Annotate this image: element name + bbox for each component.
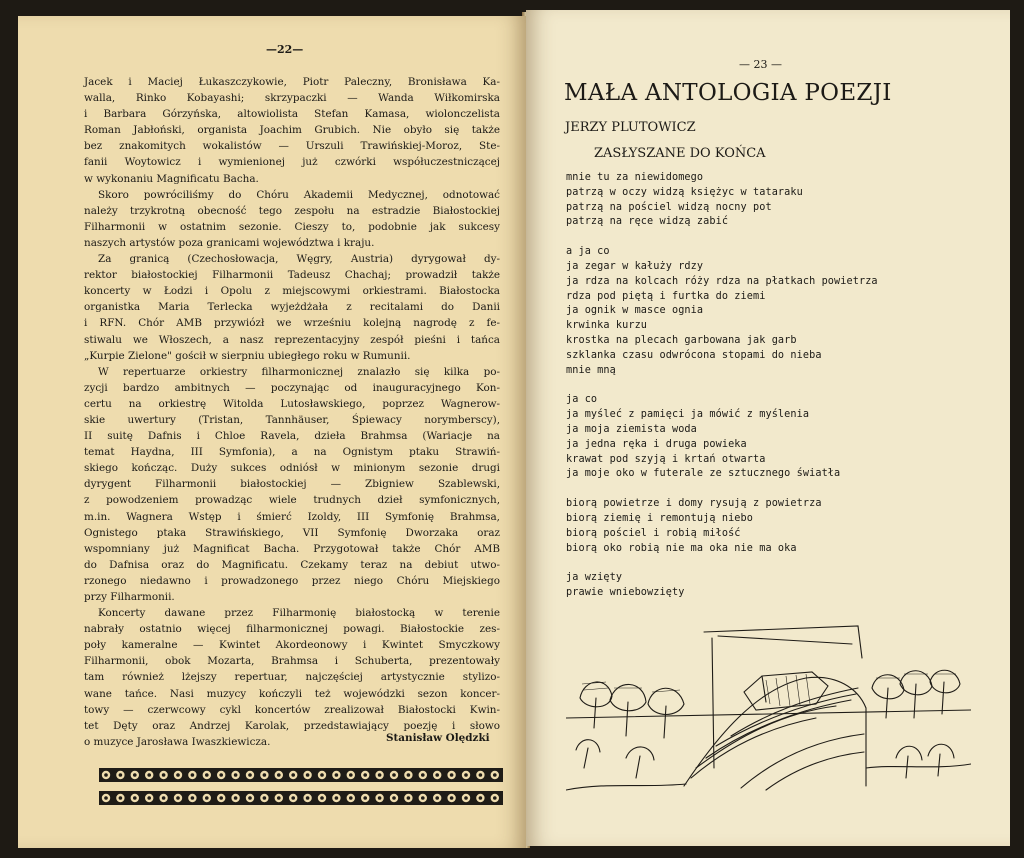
- article-line: o muzyce Jarosława Iwaszkiewicza.: [84, 735, 271, 748]
- poem-line: rdza pod piętą i furtka do ziemi: [566, 290, 766, 302]
- article-line: Jacek i Maciej Łukaszczykowie, Piotr Paleczny, Bronisława Ka-: [84, 76, 500, 88]
- article-line: certu na orkiestrę Witolda Lutosławskiego, poprzez Wagnerow-: [84, 397, 500, 410]
- ornament-border-top: [99, 768, 503, 782]
- poem-stanza: [566, 497, 986, 556]
- ornament-border-bottom: [99, 791, 503, 805]
- landscape-sketch-illustration: [566, 618, 971, 796]
- article-line: naszych artystów poza granicami województwa i kraju.: [84, 236, 375, 249]
- article-line: rzonego niedawno i prowadzonego przez niego Chóru Miejskiego: [84, 574, 500, 587]
- poem-line: ja ognik w masce ognia: [566, 305, 704, 317]
- article-text: [84, 74, 500, 750]
- poem-line: ja rdza na kolcach róży rdza na płatkach powietrza: [566, 275, 878, 287]
- article-line: i RFN. Chór AMB przywiózł we wrześniu kolejną nagrodę z fe-: [84, 317, 500, 330]
- article-line: tam również lżejszy repertuar, najczęściej artystycznie stylizo-: [84, 671, 500, 684]
- left-page: [18, 16, 526, 848]
- article-line: wane tańce. Nasi muzycy kończyli też wojewódzki sezon koncer-: [84, 687, 500, 700]
- right-page: [526, 10, 1010, 846]
- article-line: W repertuarze orkiestry filharmonicznej znalazło się kilka po-: [98, 365, 500, 378]
- article-line: stiwalu we Włoszech, a nasz reprezentacyjny zespół pieśni i tańca: [84, 333, 500, 346]
- article-line: rektor białostockiej Filharmonii Tadeusz Chachaj; prowadził także: [84, 269, 500, 282]
- article-line: Filharmonii, obok Mozarta, Brahmsa i Schuberta, prezentowały: [84, 655, 500, 668]
- article-line: z powodzeniem prowadząc wiele trudnych dzieł symfonicznych,: [84, 494, 500, 507]
- poem-line: ja moje oko w futerale ze sztucznego światła: [566, 468, 841, 480]
- poem-line: biorą pościel i robią miłość: [566, 527, 741, 539]
- poem-line: biorą powietrze i domy rysują z powietrza: [566, 498, 822, 510]
- article-line: do Dafnisa oraz do Magnificatu. Czekamy teraz na debiut utwo-: [84, 558, 500, 571]
- article-line: II suitę Dafnis i Chloe Ravela, dzieła Brahmsa (Wariacje na: [84, 430, 500, 443]
- poem-body: [566, 171, 986, 616]
- article-line: wspomniany już Magnificat Bacha. Przygotował także Chór AMB: [84, 542, 500, 555]
- article-line: zycji bardzo ambitnych — poczynając od inauguracyjnego Kon-: [84, 381, 500, 394]
- poem-line: ja jedna ręka i druga powieka: [566, 438, 747, 450]
- poem-stanza: [566, 571, 986, 601]
- article-line: organistka Maria Terlecka wyjeżdżała z recitalami do Danii: [84, 301, 500, 314]
- article-line: poły kameralne — Kwintet Akordeonowy i Kwintet Smyczkowy: [84, 639, 500, 652]
- article-line: Koncerty dawane przez Filharmonię białostocką w terenie: [98, 607, 500, 620]
- poem-line: krawat pod szyją i krtań otwarta: [566, 453, 766, 465]
- article-line: fanii Woytowicz i wymienionej już czwórki współuczestniczącej: [84, 156, 500, 169]
- article-line: Filharmonii w ostatnim sezonie. Cieszy to, podobnie jak sukcesy: [84, 220, 500, 233]
- poem-line: biorą oko robią nie ma oka nie ma oka: [566, 542, 797, 554]
- article-line: skiego kończąc. Duży sukces odniósł w minionym sezonie drugi: [84, 462, 500, 475]
- article-line: dyrygent Filharmonii białostockiej — Zbigniew Szablewski,: [84, 478, 500, 491]
- poem-line: ja moja ziemista woda: [566, 423, 697, 435]
- poem-line: ja co: [566, 394, 598, 406]
- poem-line: patrzą w oczy widzą księżyc w tataraku: [566, 186, 803, 198]
- article-line: w wykonaniu Magnificatu Bacha.: [84, 172, 259, 185]
- poem-line: mnie mną: [566, 364, 616, 376]
- author-signature: Stanisław Olędzki: [386, 732, 490, 744]
- poem-title: ZASŁYSZANE DO KOŃCA: [594, 146, 766, 161]
- article-line: Roman Jabłoński, organista Joachim Grubich. Nie obyło się także: [84, 124, 500, 137]
- poem-stanza: [566, 393, 986, 482]
- section-title: MAŁA ANTOLOGIA POEZJI: [564, 80, 892, 106]
- poem-line: mnie tu za niewidomego: [566, 172, 704, 183]
- article-line: bez znakomitych wokalistów — Urszuli Trawińskiej-Moroz, Ste-: [84, 140, 500, 153]
- article-line: Skoro powróciliśmy do Chóru Akademii Medycznej, odnotować: [98, 188, 500, 201]
- poem-line: szklanka czasu odwrócona stopami do nieba: [566, 349, 822, 361]
- article-line: przy Filharmonii.: [84, 591, 175, 603]
- article-line: Ognistego ptaka Strawińskiego, VII Symfonię Dworzaka oraz: [84, 526, 500, 539]
- poem-line: ja myśleć z pamięci ja mówić z myślenia: [566, 409, 810, 421]
- poem-line: ja wzięty: [566, 572, 623, 584]
- page-number-left: —22—: [266, 43, 304, 56]
- page-number-right: — 23 —: [739, 58, 782, 71]
- poem-line: a ja co: [566, 246, 610, 258]
- poem-line: prawie wniebowzięty: [566, 587, 685, 599]
- poem-line: krwinka kurzu: [566, 320, 648, 332]
- article-line: walla, Rinko Kobayashi; skrzypaczki — Wanda Wiłkomirska: [84, 92, 500, 105]
- article-line: nabrały ostatnio więcej filharmonicznej powagi. Białostockie zes-: [84, 623, 500, 636]
- poem-stanza: [566, 245, 986, 378]
- poem-line: patrzą na ręce widzą zabić: [566, 216, 729, 228]
- article-line: koncerty w Łodzi i Opolu z miejscowymi orkiestrami. Białostocka: [84, 285, 500, 298]
- article-line: tet Dęty oraz Andrzej Karolak, przedstawiający poezję i słowo: [84, 719, 500, 732]
- article-line: Za granicą (Czechosłowacja, Węgry, Austria) dyrygował dy-: [98, 253, 500, 266]
- poem-stanza: [566, 171, 986, 230]
- article-line: towy — czerwcowy cykl koncertów zrealizował Białostocki Kwin-: [84, 703, 500, 716]
- article-line: i Barbara Górzyńska, altowiolista Stefan Kamasa, wiolonczelista: [84, 108, 500, 121]
- article-line: należy trzykrotną obecność tego zespołu na estradzie Białostockiej: [84, 204, 500, 217]
- poem-line: biorą ziemię i remontują niebo: [566, 512, 754, 524]
- article-line: skie uwertury (Tristan, Tannhäuser, Śpiewacy norymberscy),: [84, 413, 500, 426]
- poem-line: krostka na plecach garbowana jak garb: [566, 334, 797, 346]
- poem-line: patrzą na pościel widzą nocny pot: [566, 201, 772, 213]
- poem-line: ja zegar w kałuży rdzy: [566, 260, 704, 272]
- article-line: m.in. Wagnera Wstęp i śmierć Izoldy, III Symfonię Brahmsa,: [84, 510, 500, 523]
- article-line: temat Haydna, III Symfonia), a na Ognistym ptaku Strawiń-: [84, 446, 500, 459]
- poem-author: JERZY PLUTOWICZ: [565, 120, 696, 135]
- article-line: „Kurpie Zielone" gościł w sierpniu ubiegłego roku w Rumunii.: [84, 349, 411, 362]
